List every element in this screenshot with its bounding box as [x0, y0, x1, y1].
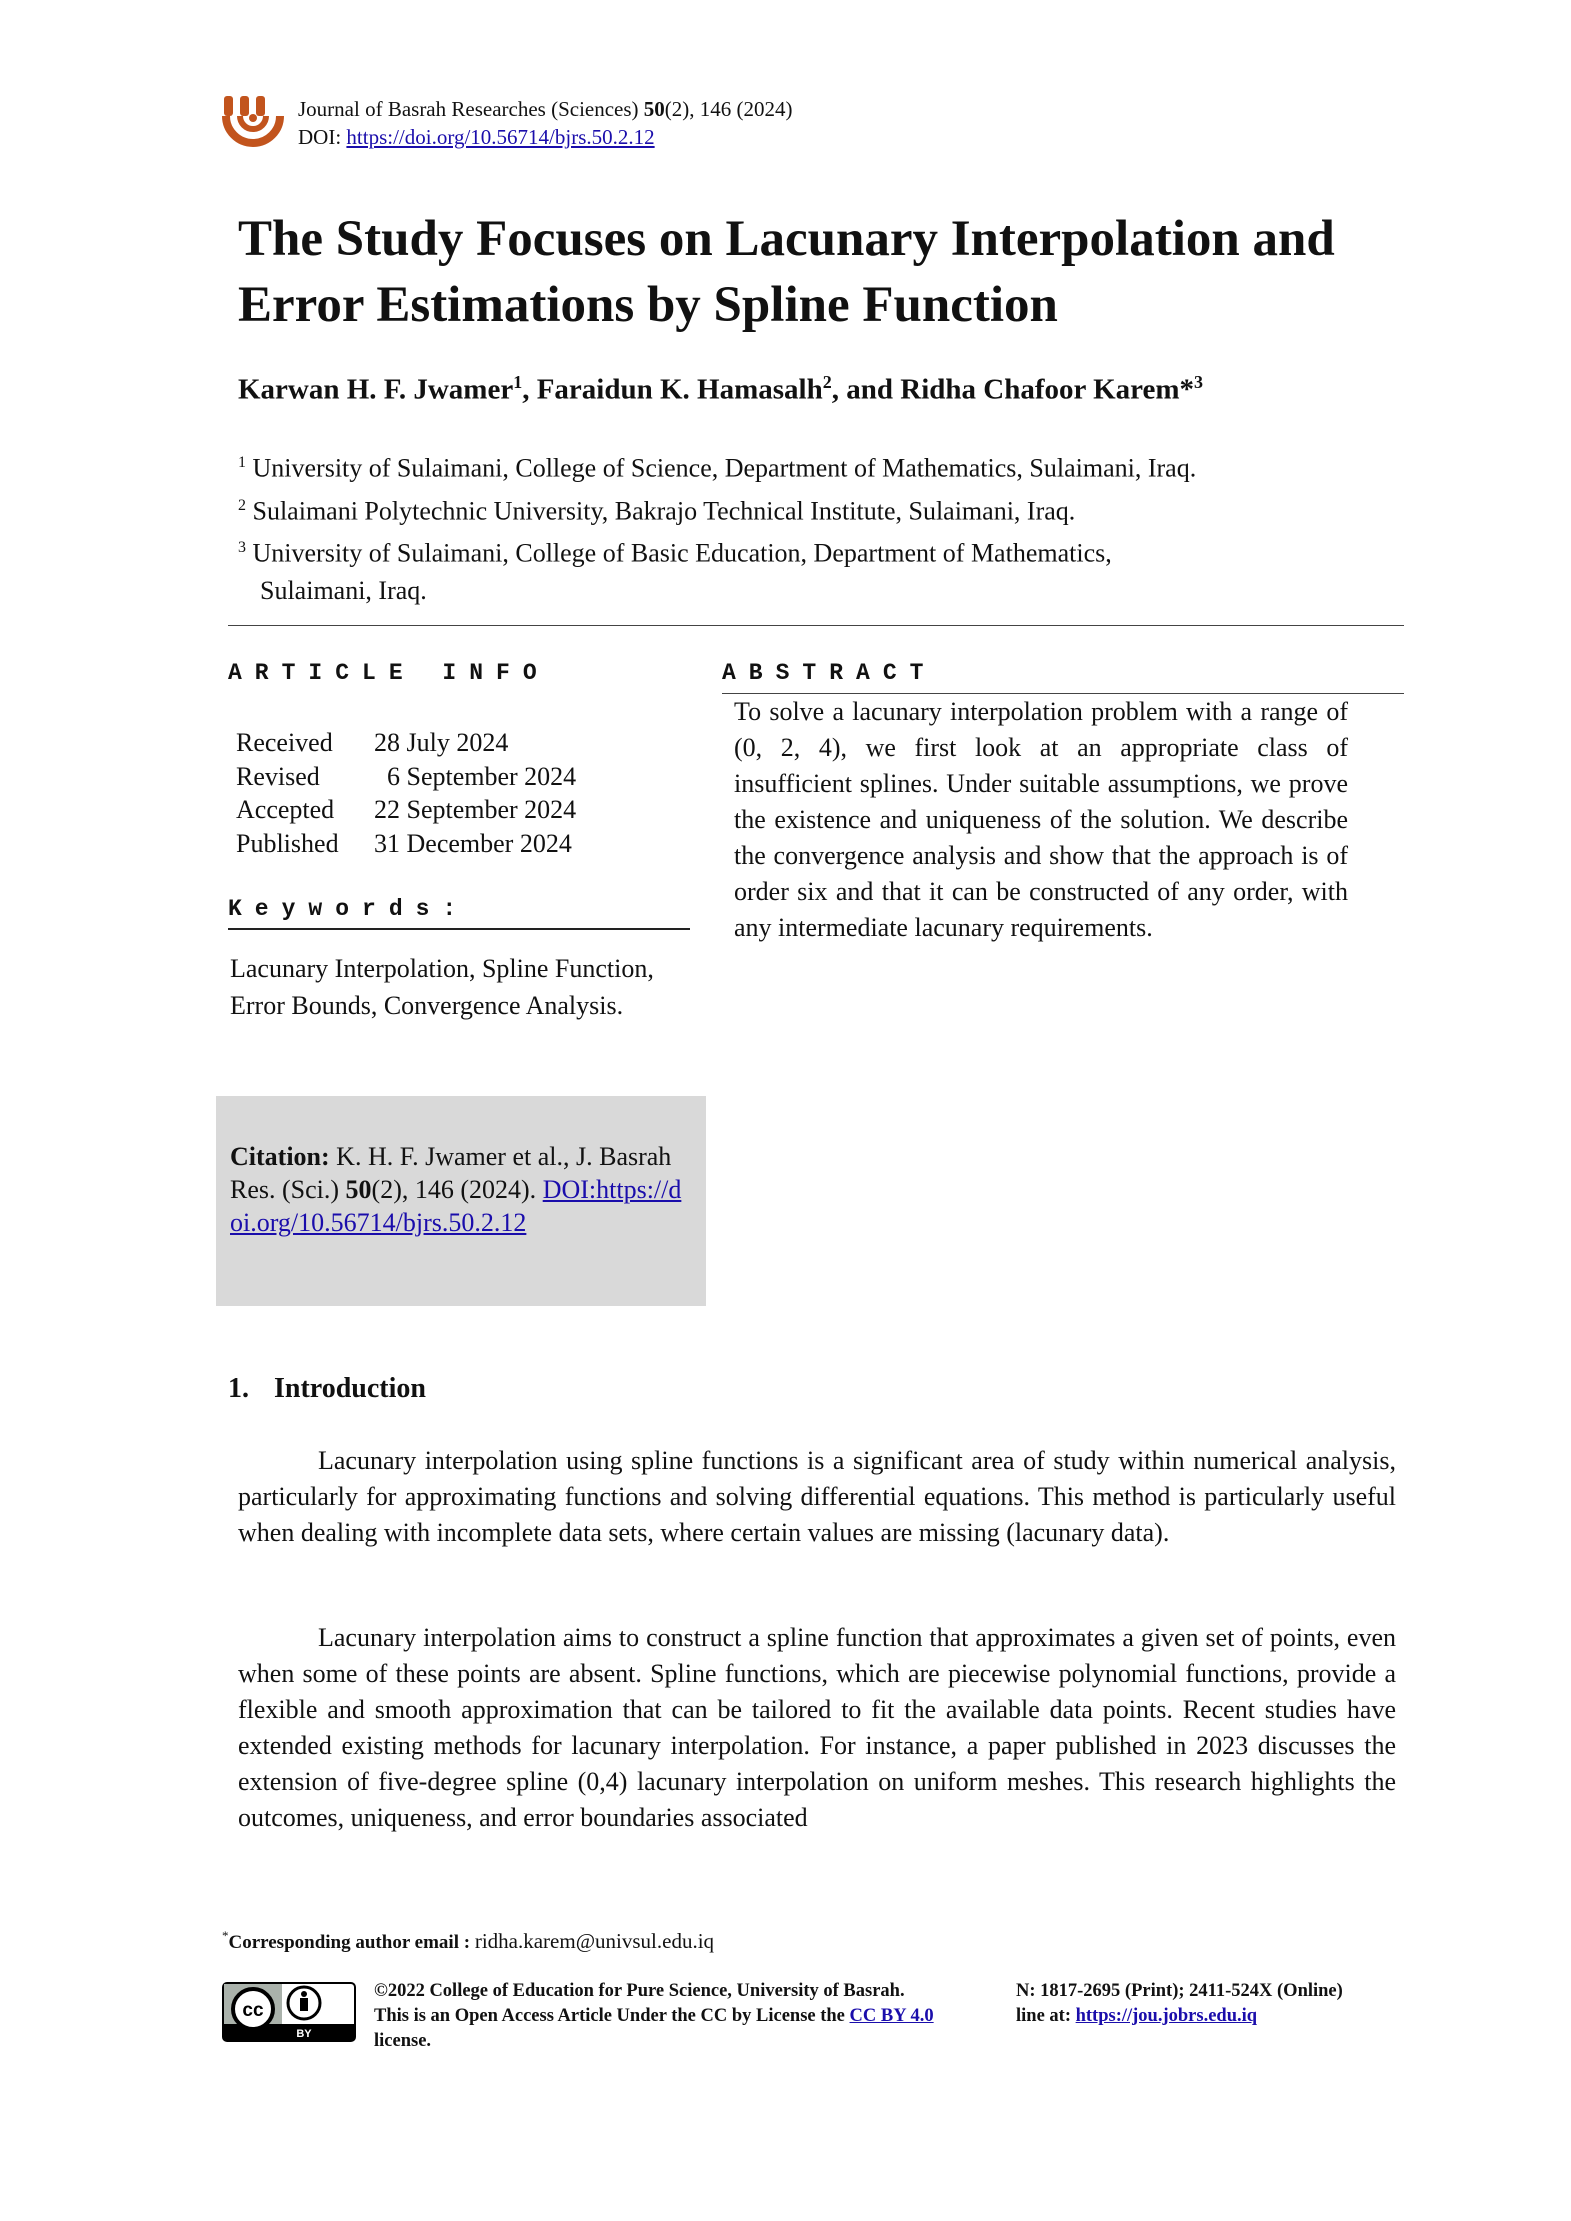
- section-number: 1.: [228, 1373, 249, 1404]
- author-affil-mark: 2: [822, 372, 832, 392]
- abstract-text: To solve a lacunary interpolation problem with a range of (0, 2, 4), we first look at an appropriate class of insufficient splines. Under suitable assumptions, we prove the existence and uniqueness of the solution. We describe the convergence analysis and show that the approach is of order six and that it can be constructed of any order, with any intermediate lacunary requirements.: [734, 697, 1348, 942]
- author-affil-mark: 1: [513, 372, 523, 392]
- affiliation-mark: 3: [238, 539, 246, 557]
- citation-volume: 50: [345, 1175, 372, 1204]
- cc-by-link[interactable]: CC BY 4.0: [849, 2006, 934, 2026]
- affiliation-text: University of Sulaimani, College of Science, Department of Mathematics, Sulaimani, Iraq.: [252, 453, 1197, 483]
- issn-info: [1016, 1979, 1343, 2029]
- section-heading-introduction: [228, 1373, 426, 1405]
- citation-text: [230, 1140, 690, 1239]
- affiliation: [238, 444, 1418, 487]
- paper-title: The Study Focuses on Lacunary Interpolation and Error Estimations by Spline Function: [238, 211, 1335, 333]
- citation-doi-link[interactable]: DOI:https://doi.org/10.56714/bjrs.50.2.12: [230, 1175, 682, 1237]
- article-dates: [236, 726, 576, 860]
- keywords-divider: [228, 928, 690, 930]
- date-label: Accepted: [236, 795, 335, 824]
- date-value: 31 December 2024: [374, 828, 572, 858]
- license-suffix: license.: [374, 2031, 432, 2051]
- date-label: Received: [236, 728, 333, 757]
- intro-paragraph: Lacunary interpolation using spline functions is a significant area of study within numerical analysis, particularly for approximating functions and solving differential equations. This method is particularly useful when dealing with incomplete data sets, where certain values are missing (lacunary data).: [238, 1446, 1396, 1547]
- affiliation-mark: 1: [238, 454, 246, 471]
- affiliation: [238, 487, 1418, 530]
- date-value: 6 September 2024: [374, 761, 577, 791]
- journal-site-link[interactable]: https://jou.jobrs.edu.iq: [1075, 2006, 1258, 2026]
- journal-volume: 50: [643, 97, 665, 121]
- author-list: [238, 372, 1388, 407]
- abstract-heading: ABSTRACT: [722, 660, 937, 686]
- journal-name: Journal of Basrah Researches (Sciences): [298, 97, 639, 121]
- keywords-text: Lacunary Interpolation, Spline Function, Error Bounds, Convergence Analysis.: [230, 954, 654, 1020]
- affiliation: [238, 529, 1418, 572]
- online-prefix: line at:: [1016, 2006, 1076, 2026]
- intro-paragraph: Lacunary interpolation aims to construct a spline function that approximates a given set of points, even when some of these points are absent. Spline functions, which are piecewise polynomial functions, provide a flexible and smooth approximation that can be tailored to fit the available data points. Recent studies have extended existing methods for lacunary interpolation. For instance, a paper published in 2023 discusses the extension of five-degree spline (0,4) lacunary interpolation on uniform meshes. This research highlights the outcomes, uniqueness, and error boundaries associated: [238, 1623, 1396, 1832]
- corresponding-email: ridha.karem@univsul.edu.iq: [474, 1929, 715, 1953]
- issn-text: N: 1817-2695 (Print); 2411-524X (Online): [1016, 1981, 1343, 2001]
- date-row: [236, 793, 576, 827]
- section-title: Introduction: [274, 1373, 426, 1404]
- affiliation-continuation: Sulaimani, Iraq.: [260, 575, 427, 605]
- journal-citation-line: [298, 96, 793, 122]
- journal-logo: [222, 94, 284, 150]
- citation-label: Citation:: [230, 1142, 330, 1171]
- header-divider: [228, 625, 1404, 626]
- date-row: [236, 760, 576, 794]
- doi-label: DOI:: [298, 125, 342, 149]
- author-name: Karwan H. F. Jwamer: [238, 373, 514, 406]
- date-label: Published: [236, 828, 339, 858]
- date-label: Revised: [236, 761, 320, 791]
- license-body: ©2022 College of Education for Pure Science, University of Basrah. This is an Open Access Article Under the CC by License the: [374, 1981, 905, 2026]
- author-separator: ,: [522, 373, 537, 406]
- corresponding-mark: *: [222, 1928, 229, 1943]
- date-value: 28 July 2024: [374, 728, 509, 757]
- journal-issue: (2), 146 (2024): [664, 97, 793, 121]
- affiliation-text: University of Sulaimani, College of Basic Education, Department of Mathematics,: [252, 538, 1112, 568]
- citation-issue: (2), 146 (2024).: [371, 1175, 537, 1204]
- corresponding-author: [222, 1928, 714, 1954]
- affiliations: [238, 444, 1418, 609]
- citation-body: K. H. F. Jwamer et al., J. Basrah Res. (Sci.): [230, 1142, 672, 1204]
- author-separator: , and: [831, 373, 901, 406]
- date-value: 22 September 2024: [374, 795, 577, 824]
- author-name: Faraidun K. Hamasalh: [536, 373, 823, 406]
- date-row: [236, 726, 576, 760]
- cc-text: cc: [242, 2000, 264, 2021]
- affiliation-mark: 2: [238, 496, 246, 514]
- license-text: [374, 1979, 934, 2054]
- corresponding-label: Corresponding author email :: [228, 1932, 475, 1953]
- cc-by-license-icon: [222, 1982, 356, 2042]
- keywords-heading: Keywords:: [228, 896, 470, 922]
- article-info-heading: ARTICLE INFO: [228, 660, 550, 686]
- by-text: BY: [296, 2028, 312, 2040]
- date-row: [236, 827, 576, 861]
- online-line: [1016, 2004, 1343, 2029]
- doi-line: [298, 124, 655, 150]
- author-name: Ridha Chafoor Karem*: [900, 373, 1195, 406]
- affiliation-text: Sulaimani Polytechnic University, Bakrajo Technical Institute, Sulaimani, Iraq.: [252, 496, 1076, 526]
- doi-link[interactable]: https://doi.org/10.56714/bjrs.50.2.12: [346, 125, 655, 149]
- author-affil-mark: 3: [1194, 372, 1204, 392]
